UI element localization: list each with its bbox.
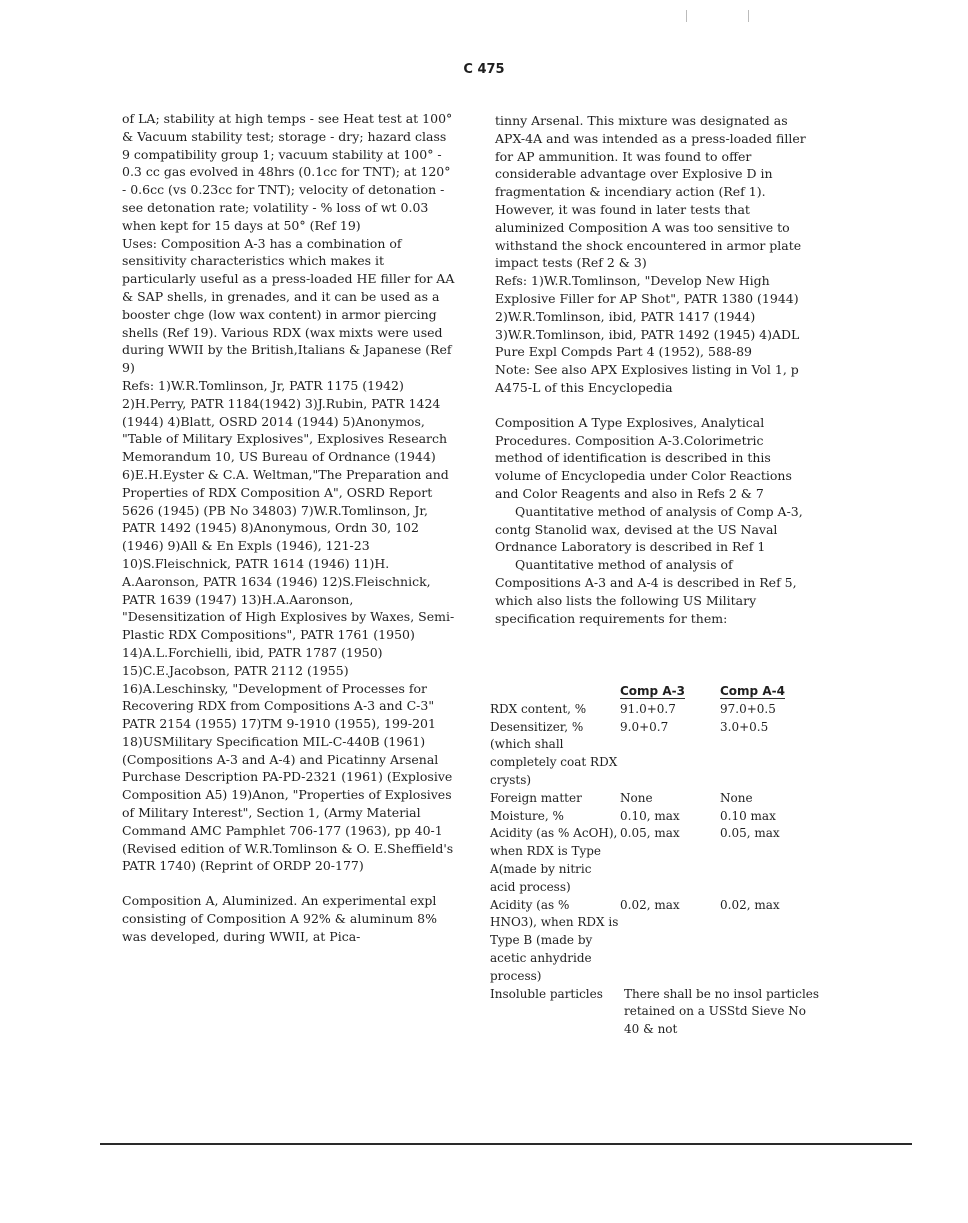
- spec-header-cell: Comp A-4: [720, 684, 785, 698]
- spec-cell: None: [620, 790, 653, 805]
- page-number: C 475: [463, 62, 505, 77]
- spec-cell: 0.02, max: [720, 897, 780, 912]
- spec-cell: Acidity (as % AcOH), when RDX is Type A(made by nitric acid process): [490, 826, 618, 894]
- spec-cell: 0.10 max: [720, 808, 776, 823]
- spec-row: [490, 790, 820, 808]
- spec-cell: RDX content, %: [490, 701, 587, 716]
- left-paragraph: Uses: Composition A-3 has a combination of sensitivity characteristics which makes it particularly useful as a press-loaded HE filler for AA & SAP shells, in grenades, and it can be used as a booster chge (low wax content) in armor piercing shells (Ref 19). Various RDX (wax mixts were used during WWII by the British,Italians & Japanese (Ref 9): [122, 235, 455, 376]
- spec-header-row: [490, 683, 820, 701]
- spec-row: [490, 897, 820, 986]
- left-column: [122, 110, 455, 946]
- left-paragraph: Refs: 1)W.R.Tomlinson, Jr, PATR 1175 (1942) 2)H.Perry, PATR 1184(1942) 3)J.Rubin, PATR 1424 (1944) 4)Blatt, OSRD 2014 (1944) 5)Anonymos, "Table of Military Explosives", Explosives Research Memorandum 10, US Bureau of Ordnance (1944) 6)E.H.Eyster & C.A. Weltman,"The Preparation and Properties of RDX Composition A", OSRD Report 5626 (1945) (PB No 34803) 7)W.R.Tomlinson, Jr, PATR 1492 (1945) 8)Anonymous, Ordn 30, 102 (1946) 9)All & En Expls (1946), 121-23 10)S.Fleischnick, PATR 1614 (1946) 11)H. A.Aaronson, PATR 1634 (1946) 12)S.Fleischnick, PATR 1639 (1947) 13)H.A.Aaronson, "Desensitization of High Explosives by Waxes, Semi-Plastic RDX Compositions", PATR 1761 (1950) 14)A.L.Forchielli, ibid, PATR 1787 (1950) 15)C.E.Jacobson, PATR 2112 (1955) 16)A.Leschinsky, "Development of Processes for Recovering RDX from Compositions A-3 and C-3" PATR 2154 (1955) 17)TM 9-1910 (1955), 199-201 18)USMilitary Specification MIL-C-440B (1961) (Compositions A-3 and A-4) and Picatinny Arsenal Purchase Description PA-PD-2321 (1961) (Explosive Composition A5) 19)Anon, "Properties of Explosives of Military Interest", Section 1, (Army Material Command AMC Pamphlet 706-177 (1963), pp 40-1 (Revised edition of W.R.Tomlinson & O. E.Sheffield's PATR 1740) (Reprint of ORDP 20-177): [122, 377, 455, 874]
- left-paragraph: Composition A, Aluminized. An experimental expl consisting of Composition A 92% & aluminum 8% was developed, during WWII, at Pica-: [122, 893, 437, 944]
- spec-cell: Acidity (as % HNO3), when RDX is Type B (made by acetic anhydride process): [490, 897, 619, 983]
- spec-cell: There shall be no insol particles retained on a USStd Sieve No 40 & not: [624, 986, 820, 1037]
- spec-cell: Moisture, %: [490, 808, 564, 823]
- spec-cell: 3.0+0.5: [720, 719, 769, 734]
- scan-mark: [748, 10, 749, 22]
- spec-cell: 0.05, max: [620, 826, 680, 841]
- left-paragraph: of LA; stability at high temps - see Heat test at 100° & Vacuum stability test; storage - dry; hazard class 9 compatibility group 1; vacuum stability at 100° - 0.3 cc gas evolved in 48hrs (0.1cc for TNT); at 120° - 0.6cc (vs 0.23cc for TNT); velocity of detonation - see detonation rate; volatility - % loss of wt 0.03 when kept for 15 days at 50° (Ref 19): [122, 111, 453, 233]
- spec-cell: 91.0+0.7: [620, 701, 676, 716]
- spec-cell: 0.02, max: [620, 897, 680, 912]
- spec-cell: 9.0+0.7: [620, 719, 669, 734]
- spec-row: [490, 825, 820, 896]
- right-column: [495, 112, 815, 627]
- right-paragraph: tinny Arsenal. This mixture was designated as APX-4A and was intended as a press-loaded filler for AP ammunition. It was found to offer considerable advantage over Explosive D in fragmentation & incendiary action (Ref 1). However, it was found in later tests that aluminized Composition A was too sensitive to withstand the shock encountered in armor plate impact tests (Ref 2 & 3): [495, 113, 806, 271]
- spec-header-cell: [490, 683, 620, 701]
- spec-cell: 0.10, max: [620, 808, 680, 823]
- spec-cell: Insoluble particles: [490, 986, 603, 1001]
- right-paragraph: Refs: 1)W.R.Tomlinson, "Develop New High Explosive Filler for AP Shot", PATR 1380 (1944) 2)W.R.Tomlinson, ibid, PATR 1417 (1944) 3)W.R.Tomlinson, ibid, PATR 1492 (1945) 4)ADL Pure Expl Compds Part 4 (1952), 588-89: [495, 273, 800, 360]
- right-paragraph: Quantitative method of analysis of Compositions A-3 and A-4 is described in Ref 5, which also lists the following US Military specification requirements for them:: [495, 557, 797, 626]
- spec-header-cell: Comp A-3: [620, 684, 685, 698]
- right-paragraph: Composition A Type Explosives, Analytical Procedures. Composition A-3.Colorimetric method of identification is described in this volume of Encyclopedia under Color Reactions and Color Reagents and also in Refs 2 & 7: [495, 414, 792, 501]
- bottom-rule: [100, 1143, 912, 1145]
- spec-row: [490, 986, 820, 1039]
- right-paragraph: Quantitative method of analysis of Comp A-3, contg Stanolid wax, devised at the US Naval Ordnance Laboratory is described in Ref 1: [495, 503, 803, 555]
- spec-cell: Foreign matter: [490, 790, 582, 805]
- right-paragraph: Note: See also APX Explosives listing in Vol 1, p A475-L of this Encyclopedia: [495, 362, 799, 395]
- spec-cell: Desensitizer, % (which shall completely coat RDX crysts): [490, 719, 618, 787]
- spec-row: [490, 808, 820, 826]
- spec-cell: 0.05, max: [720, 826, 780, 841]
- spec-cell: None: [720, 790, 753, 805]
- spec-cell: 97.0+0.5: [720, 701, 776, 716]
- spec-row: [490, 719, 820, 790]
- spec-row: [490, 701, 820, 719]
- scan-mark: [686, 10, 687, 22]
- spec-table: [490, 683, 820, 1039]
